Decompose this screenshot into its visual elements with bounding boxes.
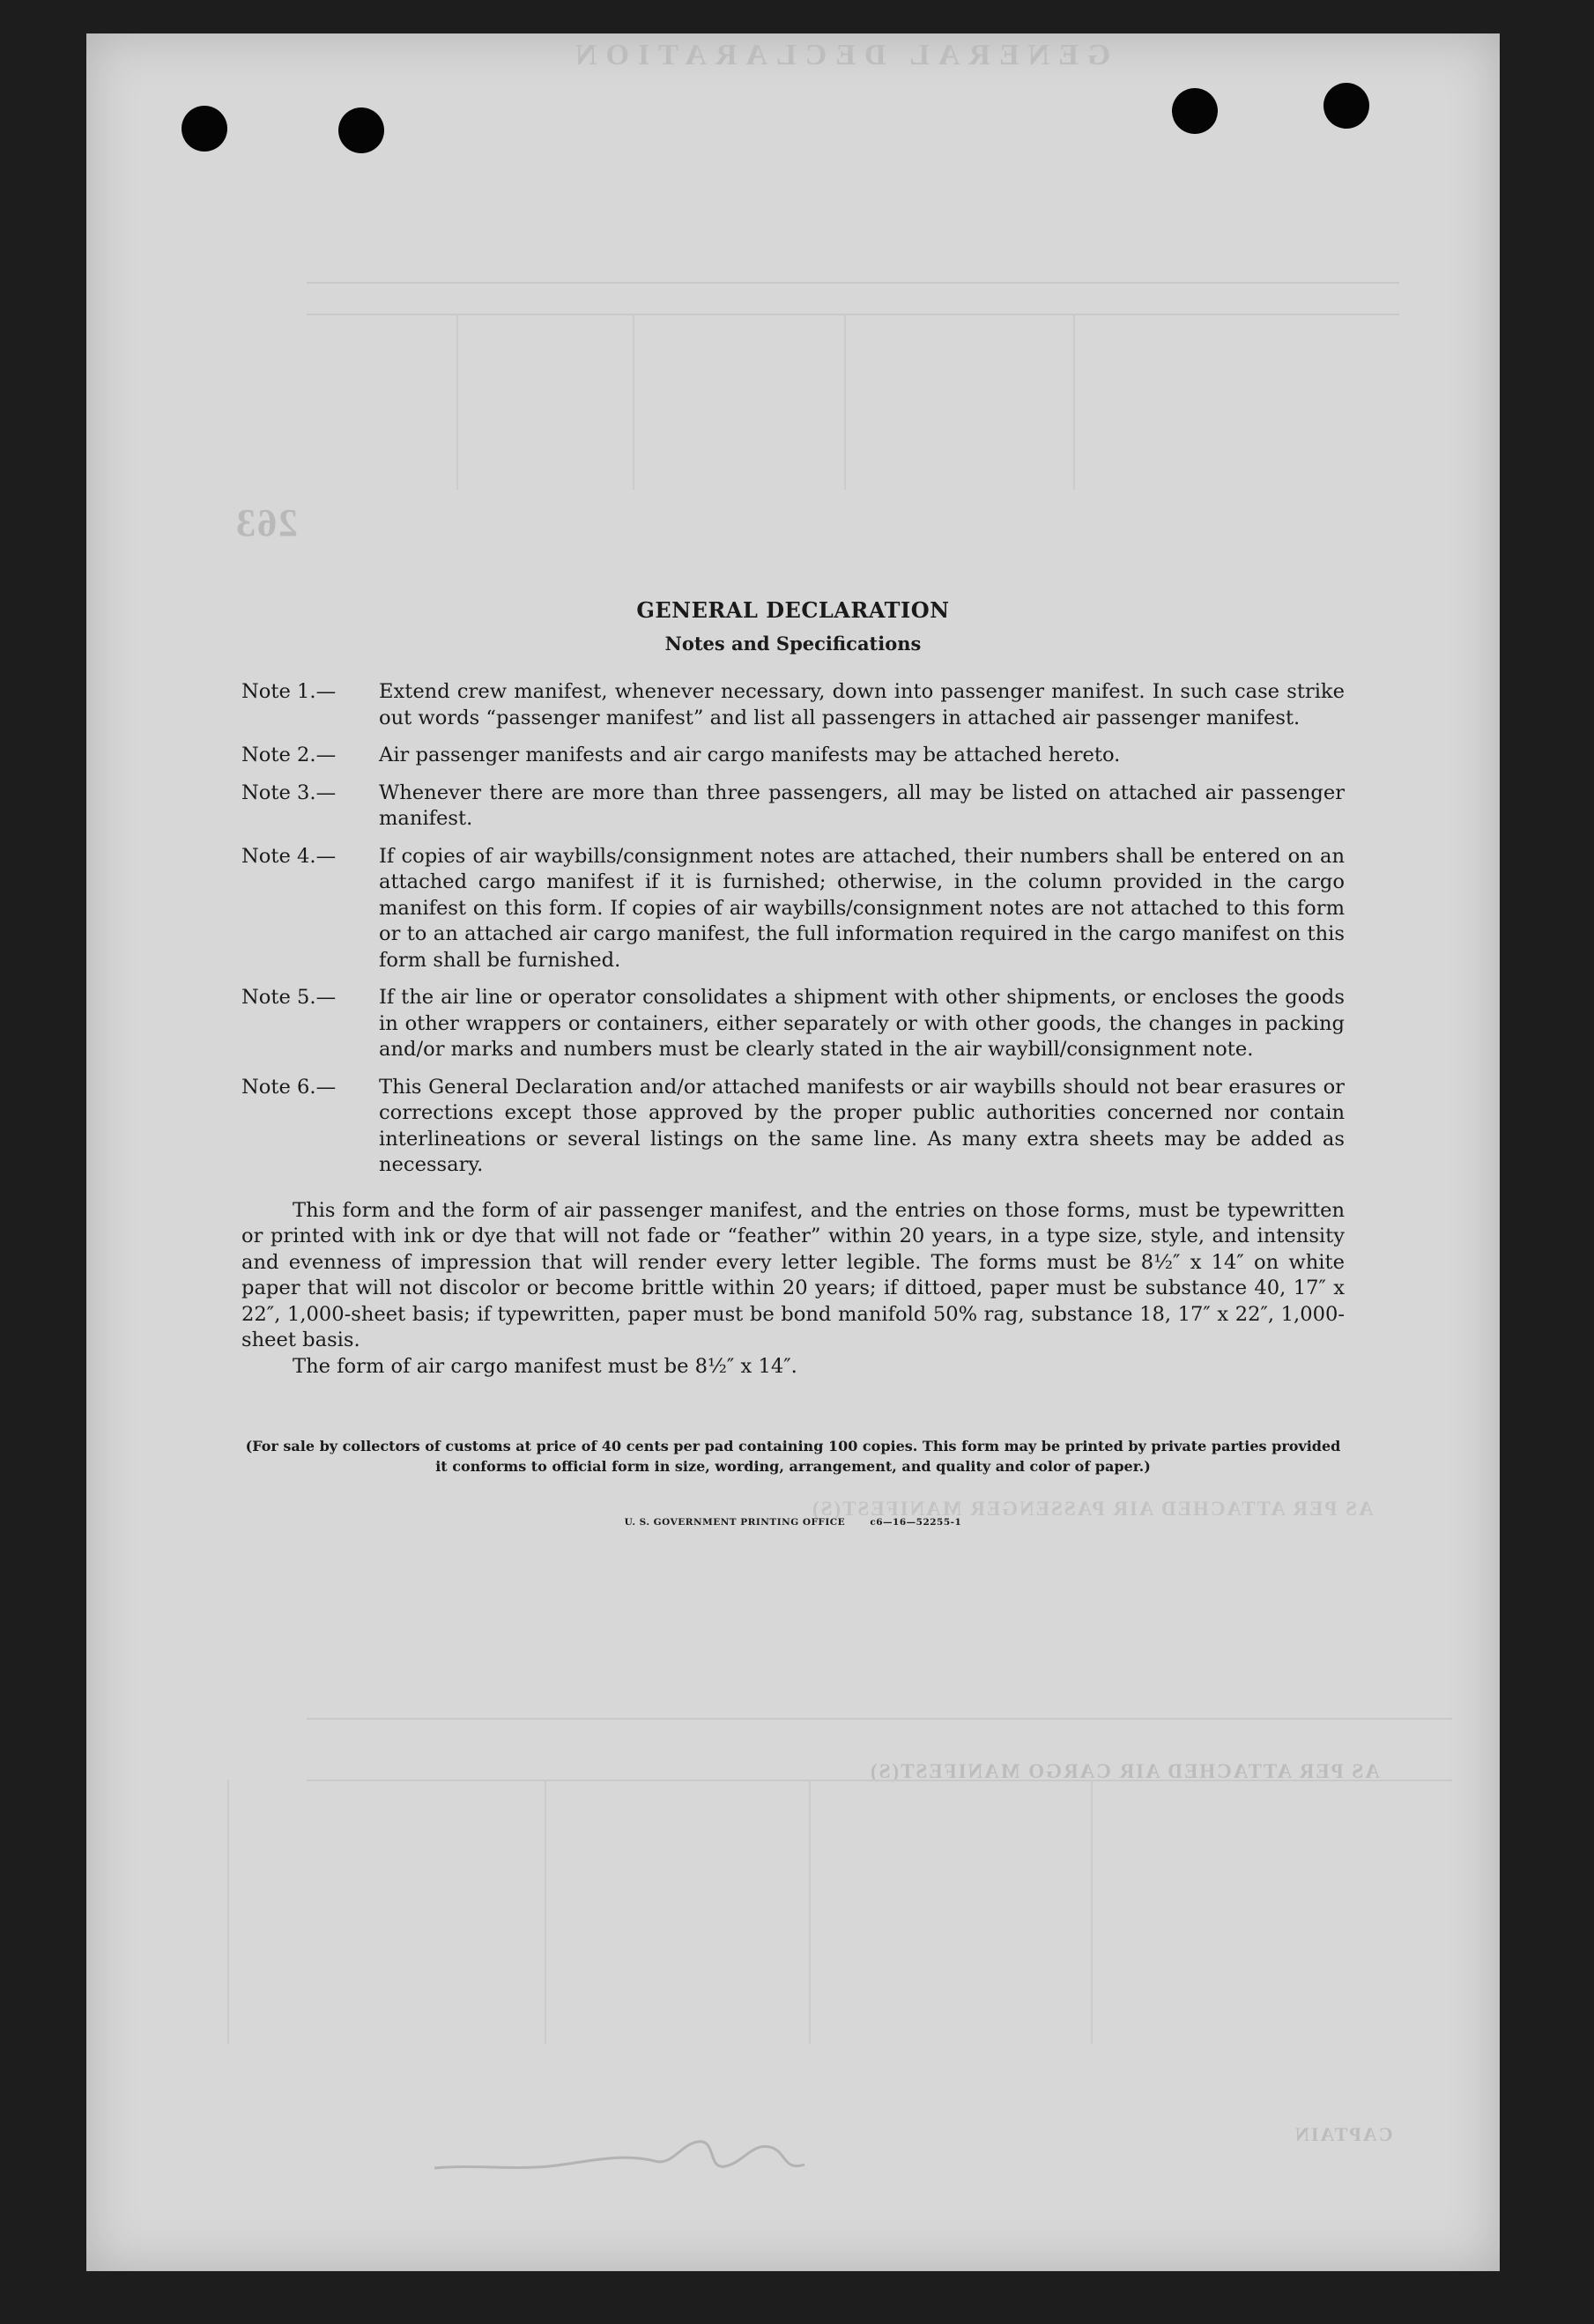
signature-bleed-through bbox=[434, 2126, 822, 2187]
note-6 bbox=[241, 1075, 1345, 1179]
note-text: This General Declaration and/or attached manifests or air waybills should not bear erasures or corrections except those approved by the proper public authorities concerned nor contain interlineations or several listings on the same line. As many extra sheets may be added as necessary. bbox=[379, 1075, 1345, 1176]
note-5 bbox=[241, 985, 1345, 1063]
note-label: Note 4.— bbox=[241, 844, 337, 868]
bleed-through-rule bbox=[227, 1780, 229, 2044]
notes-and-specifications bbox=[241, 597, 1345, 1536]
note-4 bbox=[241, 844, 1345, 974]
bleed-through-rule bbox=[307, 282, 1399, 284]
scanned-page bbox=[86, 33, 1500, 2271]
note-text: If copies of air waybills/consignment notes are attached, their numbers shall be entered on an attached cargo manifest if it is furnished; otherwise, in the column provided in the cargo manifest on this form. If copies of air waybills/consignment notes are not attached to this form or to an attached air cargo manifest, the full information required in the cargo manifest on this form shall be furnished. bbox=[379, 844, 1345, 972]
note-label: Note 3.— bbox=[241, 781, 337, 804]
bleed-through-rule bbox=[633, 314, 634, 490]
note-1 bbox=[241, 679, 1345, 731]
punch-hole-4 bbox=[1323, 83, 1369, 129]
bleed-through-rule bbox=[545, 1780, 546, 2044]
bleed-through-header: GENERAL DECLARATION bbox=[567, 39, 1111, 71]
bleed-through-captain: CAPTAIN bbox=[1294, 2123, 1393, 2145]
cargo-manifest-size-line: The form of air cargo manifest must be 8½″ x 14″. bbox=[293, 1354, 797, 1378]
paper-specification-paragraph: This form and the form of air passenger manifest, and the entries on those forms, must be typewritten or printed with ink or dye that will not fade or “feather” within 20 years, in a type size, style, and intensity and evenness of impression that will render every letter legible. The forms must be 8½″ x 14″ on white paper that will not discolor or become brittle within 20 years; if dittoed, paper must be substance 40, 17″ x 22″, 1,000-sheet basis; if typewritten, paper must be bond manifold 50% rag, substance 18, 17″ x 22″, 1,000-sheet basis. bbox=[241, 1198, 1345, 1351]
note-label: Note 6.— bbox=[241, 1075, 337, 1099]
note-text: If the air line or operator consolidates a shipment with other shipments, or encloses the goods in other wrappers or containers, either separately or with other goods, the changes in packing and/or marks and numbers must be clearly stated in the air waybill/consignment note. bbox=[379, 986, 1345, 1061]
bleed-through-rule bbox=[809, 1780, 811, 2044]
punch-hole-3 bbox=[1172, 88, 1218, 134]
note-text: Whenever there are more than three passengers, all may be listed on attached air passenger manifest. bbox=[379, 781, 1345, 830]
note-label: Note 2.— bbox=[241, 744, 337, 766]
bleed-through-rule bbox=[307, 314, 1399, 315]
bleed-through-cargo-manifest: AS PER ATTACHED AIR CARGO MANIFEST(S) bbox=[869, 1760, 1380, 1782]
bleed-through-rule bbox=[307, 1718, 1452, 1720]
sale-notice: (For sale by collectors of customs at price of 40 cents per pad containing 100 copies. This form may be printed by private parties provided it conforms to official form in size, wording, arrangement, and quality and color of paper.) bbox=[245, 1438, 1341, 1475]
punch-hole-2 bbox=[338, 107, 384, 153]
bleed-through-passenger-manifest: AS PER ATTACHED AIR PASSENGER MANIFEST(S) bbox=[811, 1498, 1374, 1520]
note-3 bbox=[241, 781, 1345, 833]
gpo-office: U. S. GOVERNMENT PRINTING OFFICE bbox=[624, 1517, 846, 1528]
printing-office-line bbox=[241, 1510, 1345, 1536]
note-text: Extend crew manifest, whenever necessary, down into passenger manifest. In such case strike out words “passenger manifest” and list all passengers in attached air passenger manifest. bbox=[379, 680, 1345, 729]
bleed-through-rule bbox=[456, 314, 458, 490]
bleed-through-rule bbox=[307, 1780, 1452, 1781]
bleed-through-rule bbox=[844, 314, 846, 490]
document-title: GENERAL DECLARATION bbox=[636, 597, 950, 623]
note-label: Note 5.— bbox=[241, 986, 337, 1009]
gpo-code: c6—16—52255-1 bbox=[870, 1517, 962, 1528]
bleed-through-rule bbox=[1091, 1780, 1093, 2044]
punch-hole-1 bbox=[182, 106, 227, 152]
bleed-through-rule bbox=[1073, 314, 1075, 490]
note-2 bbox=[241, 743, 1345, 769]
bleed-through-number: 263 bbox=[234, 501, 298, 544]
note-label: Note 1.— bbox=[241, 680, 337, 703]
document-subtitle: Notes and Specifications bbox=[664, 632, 922, 655]
note-text: Air passenger manifests and air cargo manifests may be attached hereto. bbox=[379, 744, 1121, 766]
